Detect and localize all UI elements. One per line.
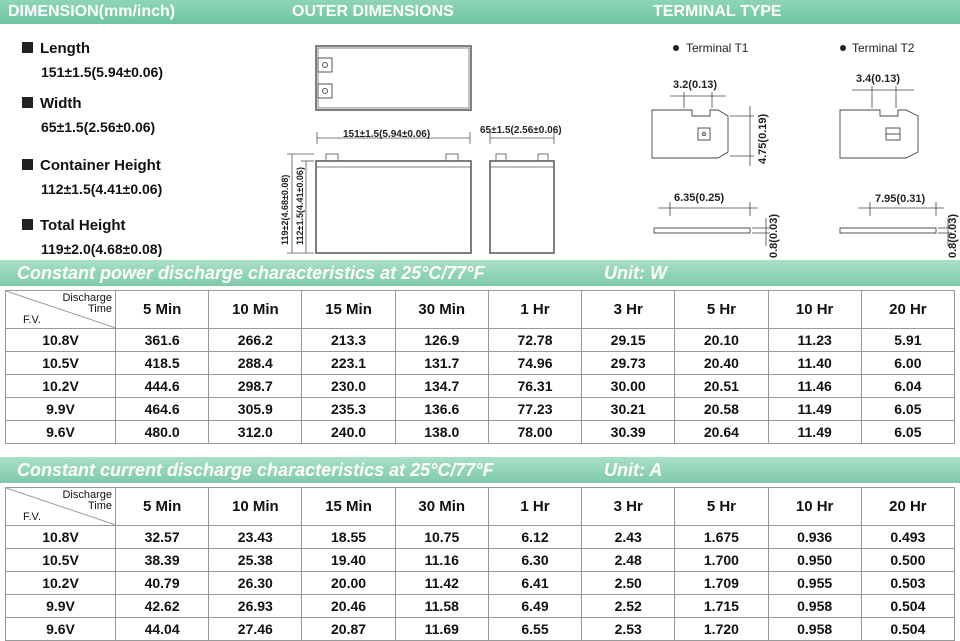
terminal-t1-top-view <box>652 110 728 158</box>
outer-dimensions-drawing <box>270 30 590 260</box>
power-table-body <box>6 329 955 444</box>
table-row <box>6 329 955 352</box>
current-unit-label: Unit: A <box>604 460 663 480</box>
value-cell: 26.30 <box>209 572 302 595</box>
value-cell: 6.05 <box>861 398 954 421</box>
value-cell: 26.93 <box>209 595 302 618</box>
fv-cell: 10.5V <box>6 549 116 572</box>
value-cell: 1.715 <box>675 595 768 618</box>
value-cell: 20.51 <box>675 375 768 398</box>
value-cell: 223.1 <box>302 352 395 375</box>
table-row <box>6 572 955 595</box>
dimension-heading: DIMENSION(mm/inch) <box>8 3 176 20</box>
terminal-t2-side-view <box>840 228 936 233</box>
bullet-dot-icon <box>673 45 679 51</box>
table-row <box>6 526 955 549</box>
column-header: 10 Hr <box>768 291 861 329</box>
value-cell: 11.40 <box>768 352 861 375</box>
value-cell: 78.00 <box>488 421 581 444</box>
value-cell: 0.493 <box>861 526 954 549</box>
power-table <box>5 290 955 444</box>
column-header: 15 Min <box>302 291 395 329</box>
fv-cell: 10.2V <box>6 572 116 595</box>
drawing-container-height-label: 112±1.5(4.41±0.06) <box>295 167 305 245</box>
spec-label: Total Height <box>40 217 126 234</box>
column-header: 5 Hr <box>675 291 768 329</box>
value-cell: 0.958 <box>768 595 861 618</box>
value-cell: 0.950 <box>768 549 861 572</box>
value-cell: 20.46 <box>302 595 395 618</box>
value-cell: 235.3 <box>302 398 395 421</box>
value-cell: 74.96 <box>488 352 581 375</box>
terminal-type-heading: TERMINAL TYPE <box>653 3 782 20</box>
fv-cell: 9.9V <box>6 595 116 618</box>
value-cell: 19.40 <box>302 549 395 572</box>
value-cell: 76.31 <box>488 375 581 398</box>
value-cell: 0.504 <box>861 618 954 641</box>
value-cell: 11.46 <box>768 375 861 398</box>
value-cell: 2.48 <box>582 549 675 572</box>
t2-thickness-label: 0.8(0.03) <box>947 213 959 258</box>
outer-dimensions-heading: OUTER DIMENSIONS <box>292 3 454 20</box>
value-cell: 30.00 <box>582 375 675 398</box>
value-cell: 11.69 <box>395 618 488 641</box>
table-row <box>6 398 955 421</box>
value-cell: 6.41 <box>488 572 581 595</box>
value-cell: 6.05 <box>861 421 954 444</box>
value-cell: 23.43 <box>209 526 302 549</box>
value-cell: 126.9 <box>395 329 488 352</box>
column-header: 10 Min <box>209 291 302 329</box>
terminal-drawing <box>640 36 960 261</box>
current-corner-cell <box>6 488 116 526</box>
value-cell: 11.49 <box>768 421 861 444</box>
value-cell: 0.504 <box>861 595 954 618</box>
spec-label: Container Height <box>40 157 161 174</box>
value-cell: 32.57 <box>116 526 209 549</box>
value-cell: 6.00 <box>861 352 954 375</box>
value-cell: 44.04 <box>116 618 209 641</box>
value-cell: 20.87 <box>302 618 395 641</box>
spec-container-height <box>22 157 162 197</box>
value-cell: 72.78 <box>488 329 581 352</box>
power-header-row <box>6 291 955 329</box>
value-cell: 240.0 <box>302 421 395 444</box>
value-cell: 6.55 <box>488 618 581 641</box>
battery-side-view <box>490 154 554 253</box>
battery-front-view <box>316 154 471 253</box>
value-cell: 298.7 <box>209 375 302 398</box>
value-cell: 2.43 <box>582 526 675 549</box>
value-cell: 464.6 <box>116 398 209 421</box>
value-cell: 20.10 <box>675 329 768 352</box>
terminal-t2-label: Terminal T2 <box>852 41 915 55</box>
bullet-square-icon <box>22 219 33 230</box>
column-header: 5 Min <box>116 488 209 526</box>
fv-cell: 10.8V <box>6 329 116 352</box>
value-cell: 1.720 <box>675 618 768 641</box>
power-section-bar <box>0 260 960 286</box>
bullet-square-icon <box>22 42 33 53</box>
value-cell: 30.39 <box>582 421 675 444</box>
spec-value: 151±1.5(5.94±0.06) <box>41 64 164 80</box>
value-cell: 30.21 <box>582 398 675 421</box>
corner-discharge-label: Discharge <box>62 489 112 501</box>
column-header: 20 Hr <box>861 488 954 526</box>
value-cell: 418.5 <box>116 352 209 375</box>
current-table-body <box>6 526 955 641</box>
table-row <box>6 549 955 572</box>
column-header: 10 Hr <box>768 488 861 526</box>
value-cell: 444.6 <box>116 375 209 398</box>
value-cell: 361.6 <box>116 329 209 352</box>
t1-height-label: 4.75(0.19) <box>757 113 769 164</box>
column-header: 5 Hr <box>675 488 768 526</box>
value-cell: 6.49 <box>488 595 581 618</box>
terminal-t2-top-view <box>840 110 918 158</box>
value-cell: 18.55 <box>302 526 395 549</box>
bullet-square-icon <box>22 97 33 108</box>
corner-time-label: Time <box>87 500 112 512</box>
value-cell: 20.64 <box>675 421 768 444</box>
terminal-t1-label: Terminal T1 <box>686 41 749 55</box>
value-cell: 2.50 <box>582 572 675 595</box>
value-cell: 20.58 <box>675 398 768 421</box>
spec-value: 112±1.5(4.41±0.06) <box>41 181 163 197</box>
corner-discharge-label: Discharge <box>62 292 112 304</box>
fv-cell: 10.5V <box>6 352 116 375</box>
value-cell: 266.2 <box>209 329 302 352</box>
t1-width-label: 3.2(0.13) <box>673 79 718 91</box>
t1-length-label: 6.35(0.25) <box>674 192 725 204</box>
spec-width <box>22 95 155 135</box>
value-cell: 10.75 <box>395 526 488 549</box>
value-cell: 131.7 <box>395 352 488 375</box>
corner-time-label: Time <box>87 303 112 315</box>
value-cell: 27.46 <box>209 618 302 641</box>
spec-total-height <box>22 217 162 257</box>
value-cell: 11.23 <box>768 329 861 352</box>
value-cell: 42.62 <box>116 595 209 618</box>
value-cell: 1.709 <box>675 572 768 595</box>
current-header-row <box>6 488 955 526</box>
value-cell: 5.91 <box>861 329 954 352</box>
value-cell: 29.15 <box>582 329 675 352</box>
power-corner-cell <box>6 291 116 329</box>
terminal-t1-side-view <box>654 228 750 233</box>
value-cell: 138.0 <box>395 421 488 444</box>
spec-value: 65±1.5(2.56±0.06) <box>41 119 156 135</box>
value-cell: 6.12 <box>488 526 581 549</box>
value-cell: 6.30 <box>488 549 581 572</box>
fv-cell: 9.6V <box>6 618 116 641</box>
current-section-title: Constant current discharge characteristics at 25°C/77°F <box>17 460 494 480</box>
drawing-length-label: 151±1.5(5.94±0.06) <box>343 129 431 140</box>
current-table <box>5 487 955 641</box>
value-cell: 11.49 <box>768 398 861 421</box>
column-header: 3 Hr <box>582 488 675 526</box>
value-cell: 11.42 <box>395 572 488 595</box>
column-header: 5 Min <box>116 291 209 329</box>
spec-length <box>22 40 163 80</box>
spec-value: 119±2.0(4.68±0.08) <box>41 241 163 257</box>
value-cell: 40.79 <box>116 572 209 595</box>
column-header: 30 Min <box>395 291 488 329</box>
value-cell: 480.0 <box>116 421 209 444</box>
column-header: 3 Hr <box>582 291 675 329</box>
value-cell: 288.4 <box>209 352 302 375</box>
value-cell: 134.7 <box>395 375 488 398</box>
fv-cell: 9.9V <box>6 398 116 421</box>
t1-thickness-label: 0.8(0.03) <box>768 213 780 258</box>
fv-cell: 10.8V <box>6 526 116 549</box>
bullet-dot-icon <box>840 45 846 51</box>
value-cell: 0.936 <box>768 526 861 549</box>
value-cell: 11.58 <box>395 595 488 618</box>
table-row <box>6 352 955 375</box>
column-header: 10 Min <box>209 488 302 526</box>
value-cell: 305.9 <box>209 398 302 421</box>
fv-cell: 10.2V <box>6 375 116 398</box>
value-cell: 0.500 <box>861 549 954 572</box>
value-cell: 20.00 <box>302 572 395 595</box>
value-cell: 2.53 <box>582 618 675 641</box>
spec-label: Width <box>40 95 82 112</box>
column-header: 20 Hr <box>861 291 954 329</box>
value-cell: 25.38 <box>209 549 302 572</box>
spec-label: Length <box>40 40 90 57</box>
fv-cell: 9.6V <box>6 421 116 444</box>
current-section-bar <box>0 457 960 483</box>
power-unit-label: Unit: W <box>604 263 667 283</box>
value-cell: 77.23 <box>488 398 581 421</box>
table-row <box>6 595 955 618</box>
value-cell: 312.0 <box>209 421 302 444</box>
corner-fv-label: F.V. <box>23 511 41 523</box>
drawing-width-label: 65±1.5(2.56±0.06) <box>480 125 562 136</box>
t2-width-label: 3.4(0.13) <box>856 73 901 85</box>
table-row <box>6 421 955 444</box>
value-cell: 0.503 <box>861 572 954 595</box>
column-header: 1 Hr <box>488 291 581 329</box>
value-cell: 6.04 <box>861 375 954 398</box>
value-cell: 20.40 <box>675 352 768 375</box>
drawing-total-height-label: 119±2(4.68±0.08) <box>280 174 290 245</box>
value-cell: 136.6 <box>395 398 488 421</box>
bullet-square-icon <box>22 159 33 170</box>
column-header: 15 Min <box>302 488 395 526</box>
value-cell: 11.16 <box>395 549 488 572</box>
value-cell: 0.958 <box>768 618 861 641</box>
value-cell: 1.700 <box>675 549 768 572</box>
value-cell: 2.52 <box>582 595 675 618</box>
column-header: 1 Hr <box>488 488 581 526</box>
power-section-title: Constant power discharge characteristics at 25°C/77°F <box>17 263 485 283</box>
battery-top-view <box>316 46 471 110</box>
value-cell: 0.955 <box>768 572 861 595</box>
column-header: 30 Min <box>395 488 488 526</box>
value-cell: 213.3 <box>302 329 395 352</box>
table-row <box>6 618 955 641</box>
value-cell: 1.675 <box>675 526 768 549</box>
value-cell: 38.39 <box>116 549 209 572</box>
value-cell: 29.73 <box>582 352 675 375</box>
t2-length-label: 7.95(0.31) <box>875 193 926 205</box>
table-row <box>6 375 955 398</box>
value-cell: 230.0 <box>302 375 395 398</box>
corner-fv-label: F.V. <box>23 314 41 326</box>
